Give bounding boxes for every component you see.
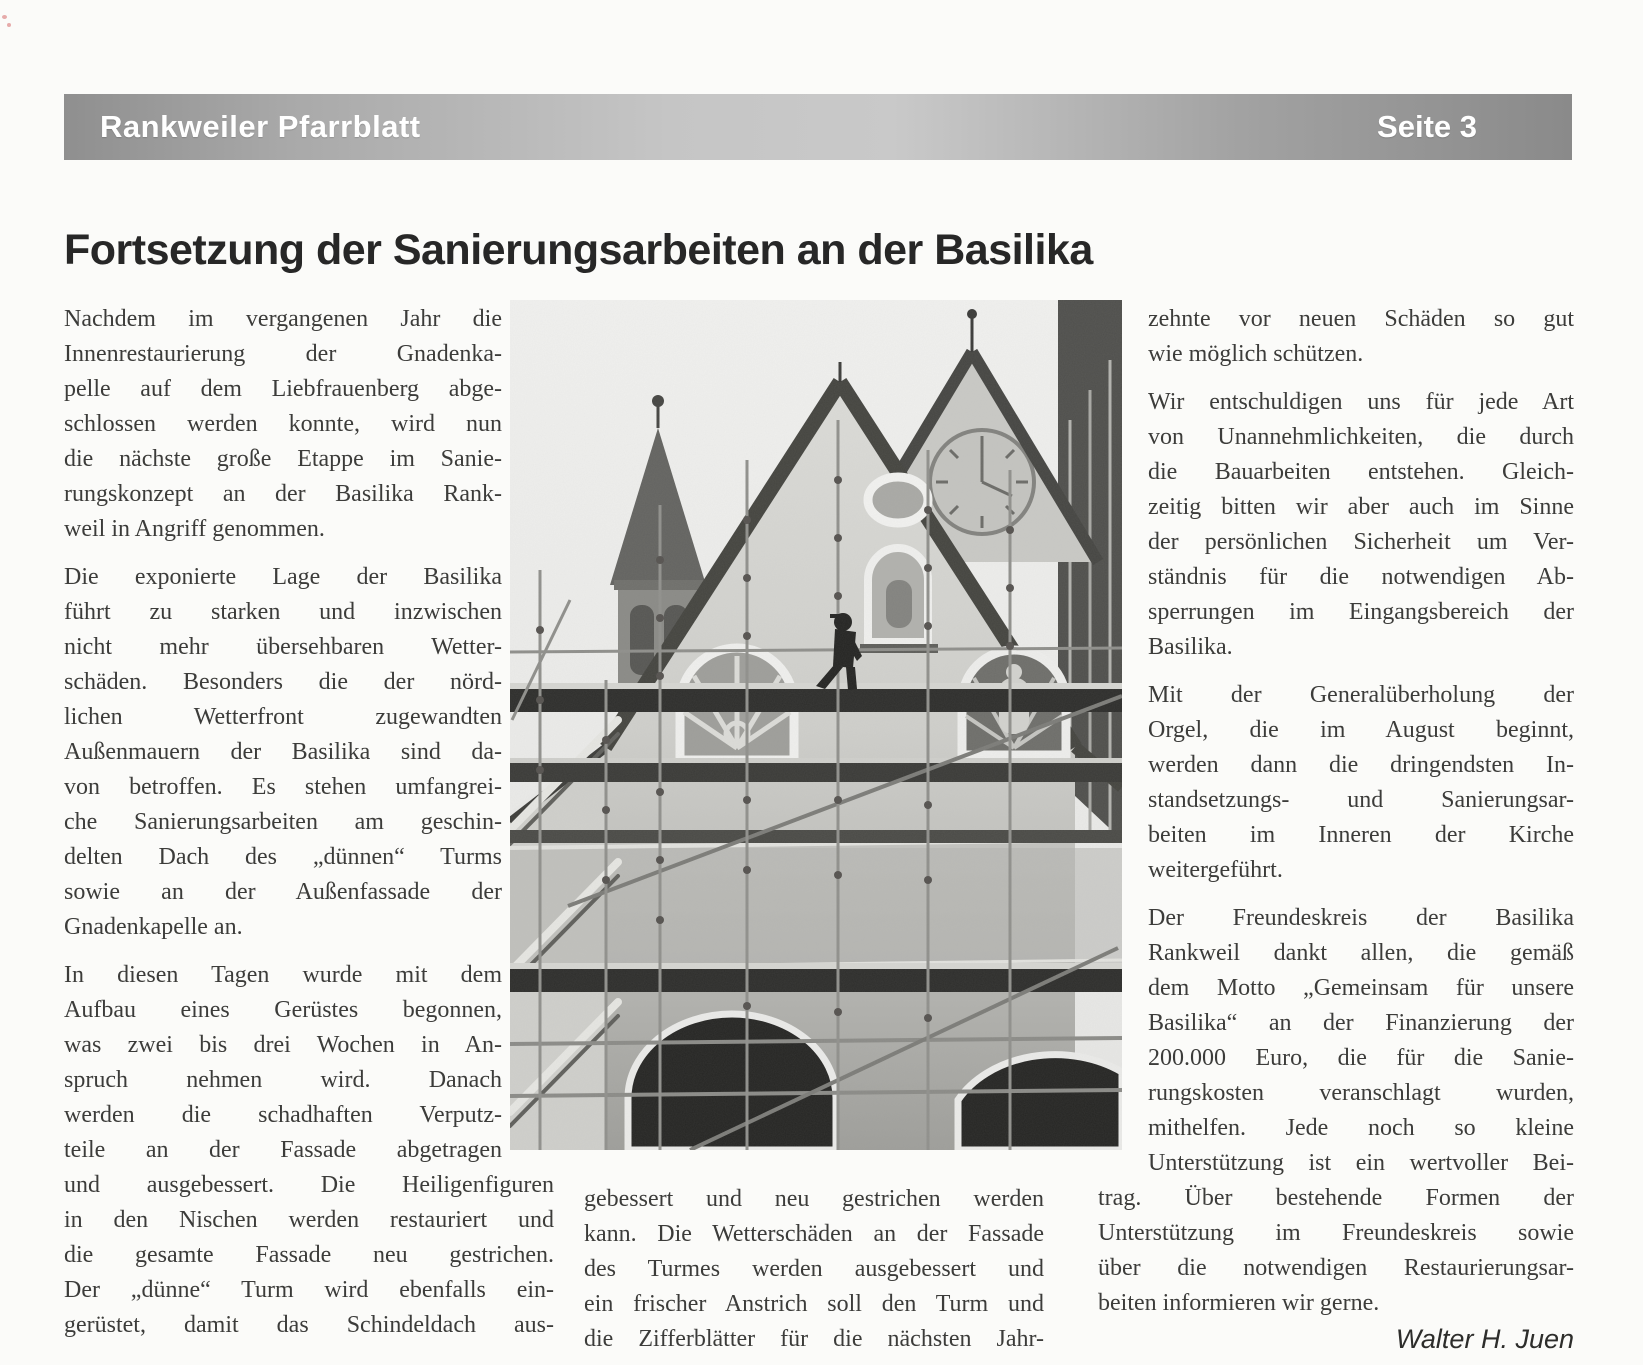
text-line: teile an der Fassade abgetragen bbox=[64, 1137, 502, 1163]
text-line: beiten informieren wir gerne. bbox=[1098, 1290, 1380, 1316]
text-line: in den Nischen werden restauriert und bbox=[64, 1207, 554, 1233]
text-line: ein frischer Anstrich soll den Turm und bbox=[584, 1291, 1044, 1317]
text-line: schäden. Besonders die der nörd- bbox=[64, 669, 502, 695]
church-scaffolding-photo bbox=[510, 300, 1122, 1150]
text-line: In diesen Tagen wurde mit dem bbox=[64, 962, 502, 988]
paragraph bbox=[584, 1182, 1044, 1357]
article-photo bbox=[510, 300, 1122, 1150]
text-line: sperrungen im Eingangsbereich der bbox=[1148, 599, 1574, 625]
text-line: werden die schadhaften Verputz- bbox=[64, 1102, 502, 1128]
scan-speck bbox=[2, 15, 7, 19]
column-right-bottom bbox=[1098, 1181, 1574, 1321]
text-line: che Sanierungsarbeiten am geschin- bbox=[64, 809, 502, 835]
paragraph bbox=[1148, 385, 1574, 665]
text-line: Innenrestaurierung der Gnadenka- bbox=[64, 341, 502, 367]
text-line: nicht mehr übersehbaren Wetter- bbox=[64, 634, 502, 660]
text-line: wie möglich schützen. bbox=[1148, 341, 1364, 367]
text-line: weil in Angriff genommen. bbox=[64, 516, 325, 542]
paragraph bbox=[64, 560, 502, 945]
page-header-bar bbox=[64, 94, 1572, 160]
article-headline: Fortsetzung der Sanierungsarbeiten an der Basilika bbox=[64, 226, 1093, 274]
column-left-bottom bbox=[64, 1168, 554, 1343]
photo-grain bbox=[510, 300, 1122, 1150]
text-line: kann. Die Wetterschäden an der Fassade bbox=[584, 1221, 1044, 1247]
text-line: Gnadenkapelle an. bbox=[64, 914, 243, 940]
paragraph bbox=[1148, 678, 1574, 888]
text-line: Mit der Generalüberholung der bbox=[1148, 682, 1574, 708]
text-line: über die notwendigen Restaurierungsar- bbox=[1098, 1255, 1574, 1281]
paragraph bbox=[1098, 1181, 1574, 1321]
text-line: beiten im Inneren der Kirche bbox=[1148, 822, 1574, 848]
text-line: von Unannehmlichkeiten, die durch bbox=[1148, 424, 1574, 450]
text-line: gebessert und neu gestrichen werden bbox=[584, 1186, 1044, 1212]
text-line: Unterstützung ist ein wertvoller Bei- bbox=[1148, 1150, 1574, 1176]
text-line: Orgel, die im August beginnt, bbox=[1148, 717, 1574, 743]
text-line: rungskosten veranschlagt wurden, bbox=[1148, 1080, 1574, 1106]
text-line: Nachdem im vergangenen Jahr die bbox=[64, 306, 502, 332]
text-line: gerüstet, damit das Schindeldach aus- bbox=[64, 1312, 554, 1338]
newsletter-title: Rankweiler Pfarrblatt bbox=[100, 109, 421, 144]
column-left bbox=[64, 302, 502, 1168]
text-line: die nächste große Etappe im Sanie- bbox=[64, 446, 502, 472]
text-line: Aufbau eines Gerüstes begonnen, bbox=[64, 997, 502, 1023]
text-line: Der Freundeskreis der Basilika bbox=[1148, 905, 1574, 931]
paragraph bbox=[64, 1168, 554, 1343]
text-line: Basilika“ an der Finanzierung der bbox=[1148, 1010, 1574, 1036]
text-line: führt zu starken und inzwischen bbox=[64, 599, 502, 625]
text-line: spruch nehmen wird. Danach bbox=[64, 1067, 502, 1093]
text-line: rungskonzept an der Basilika Rank- bbox=[64, 481, 502, 507]
text-line: des Turmes werden ausgebessert und bbox=[584, 1256, 1044, 1282]
text-line: standsetzungs- und Sanierungsar- bbox=[1148, 787, 1574, 813]
text-line: pelle auf dem Liebfrauenberg abge- bbox=[64, 376, 502, 402]
text-line: Außenmauern der Basilika sind da- bbox=[64, 739, 502, 765]
text-line: ständnis für die notwendigen Ab- bbox=[1148, 564, 1574, 590]
text-line: die Bauarbeiten entstehen. Gleich- bbox=[1148, 459, 1574, 485]
paragraph bbox=[1148, 302, 1574, 372]
page-number: Seite 3 bbox=[1377, 109, 1477, 144]
column-right bbox=[1148, 302, 1574, 1181]
text-line: die gesamte Fassade neu gestrichen. bbox=[64, 1242, 554, 1268]
text-line: lichen Wetterfront zugewandten bbox=[64, 704, 502, 730]
text-line: der persönlichen Sicherheit um Ver- bbox=[1148, 529, 1574, 555]
text-line: Wir entschuldigen uns für jede Art bbox=[1148, 389, 1574, 415]
article-byline: Walter H. Juen bbox=[1395, 1324, 1574, 1354]
text-line: sowie an der Außenfassade der bbox=[64, 879, 502, 905]
text-line: Unterstützung im Freundeskreis sowie bbox=[1098, 1220, 1574, 1246]
text-line: die Zifferblätter für die nächsten Jahr- bbox=[584, 1326, 1044, 1352]
text-line: trag. Über bestehende Formen der bbox=[1098, 1185, 1574, 1211]
text-line: werden dann die dringendsten In- bbox=[1148, 752, 1574, 778]
text-line: zeitig bitten wir aber auch im Sinne bbox=[1148, 494, 1574, 520]
text-line: Der „dünne“ Turm wird ebenfalls ein- bbox=[64, 1277, 554, 1303]
text-line: zehnte vor neuen Schäden so gut bbox=[1148, 306, 1574, 332]
column-middle bbox=[584, 1182, 1044, 1357]
text-line: von betroffen. Es stehen umfangrei- bbox=[64, 774, 502, 800]
text-line: und ausgebessert. Die Heiligenfiguren bbox=[64, 1172, 554, 1198]
paragraph bbox=[64, 958, 502, 1168]
scan-speck bbox=[7, 23, 11, 27]
text-line: Die exponierte Lage der Basilika bbox=[64, 564, 502, 590]
text-line: weitergeführt. bbox=[1148, 857, 1283, 883]
text-line: 200.000 Euro, die für die Sanie- bbox=[1148, 1045, 1574, 1071]
paragraph bbox=[1148, 901, 1574, 1181]
text-line: was zwei bis drei Wochen in An- bbox=[64, 1032, 502, 1058]
text-line: mithelfen. Jede noch so kleine bbox=[1148, 1115, 1574, 1141]
text-line: delten Dach des „dünnen“ Turms bbox=[64, 844, 502, 870]
text-line: Rankweil dankt allen, die gemäß bbox=[1148, 940, 1574, 966]
text-line: dem Motto „Gemeinsam für unsere bbox=[1148, 975, 1574, 1001]
paragraph bbox=[64, 302, 502, 547]
text-line: schlossen werden konnte, wird nun bbox=[64, 411, 502, 437]
text-line: Basilika. bbox=[1148, 634, 1233, 660]
